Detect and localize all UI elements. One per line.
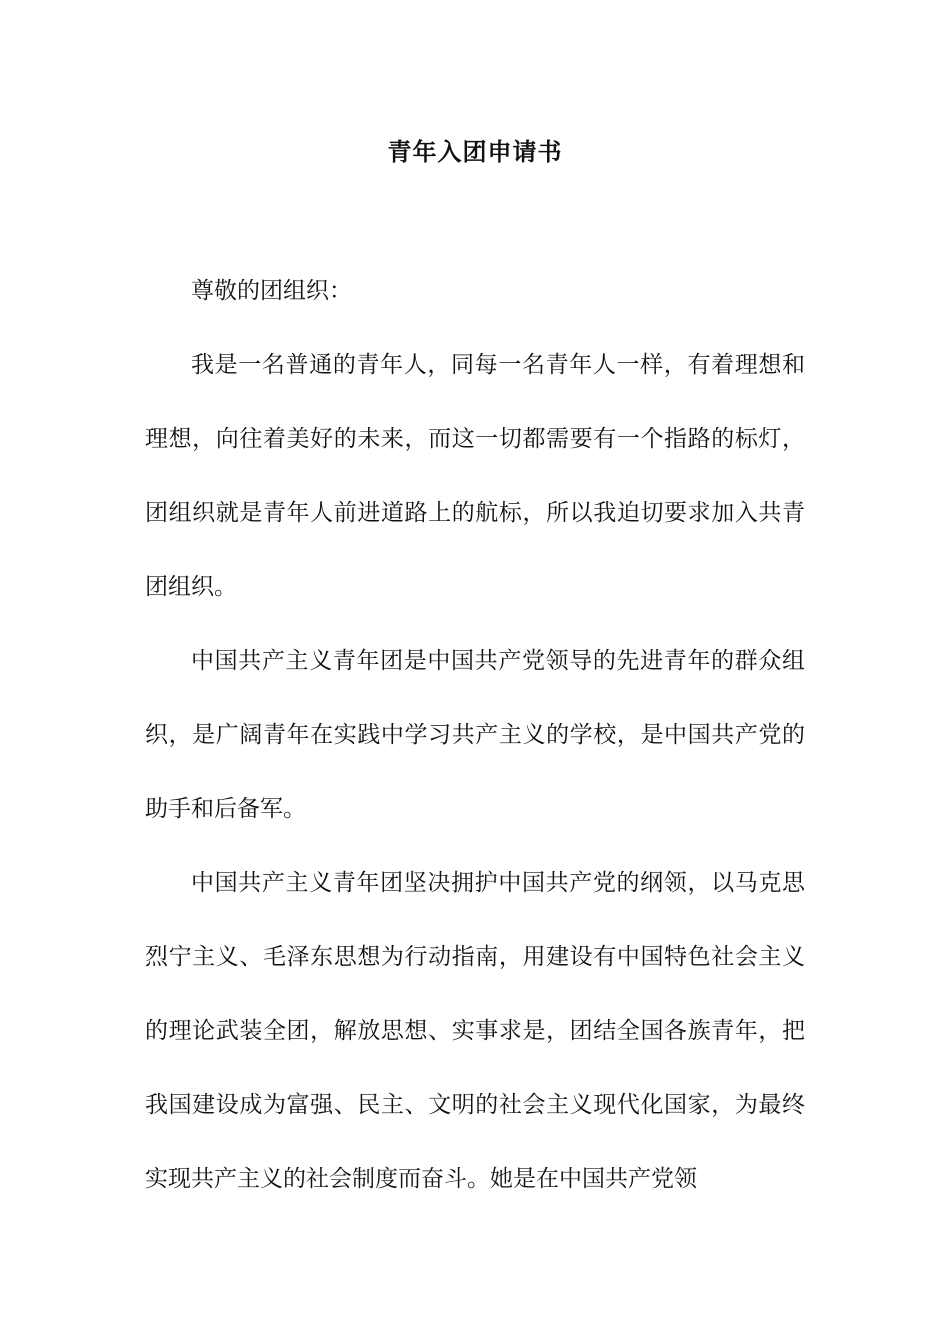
salutation: 尊敬的团组织：	[191, 278, 352, 304]
document-body	[145, 254, 805, 1216]
document-title: 青年入团申请书	[387, 137, 563, 166]
paragraph-1: 我是一名普通的青年人，同每一名青年人一样，有着理想和理想，向往着美好的未来，而这一切都需要有一个指路的标灯，团组织就是青年人前进道路上的航标，所以我迫切要求加入共青团组织。	[145, 352, 805, 600]
paragraph-2: 中国共产主义青年团是中国共产党领导的先进青年的群众组织，是广阔青年在实践中学习共产主义的学校，是中国共产党的助手和后备军。	[145, 648, 805, 822]
paragraph-3: 中国共产主义青年团坚决拥护中国共产党的纲领，以马克思烈宁主义、毛泽东思想为行动指南，用建设有中国特色社会主义的理论武装全团，解放思想、实事求是，团结全国各族青年，把我国建设成为富强、民主、文明的社会主义现代化国家，为最终实现共产主义的社会制度而奋斗。她是在中国共产党领	[145, 870, 805, 1192]
